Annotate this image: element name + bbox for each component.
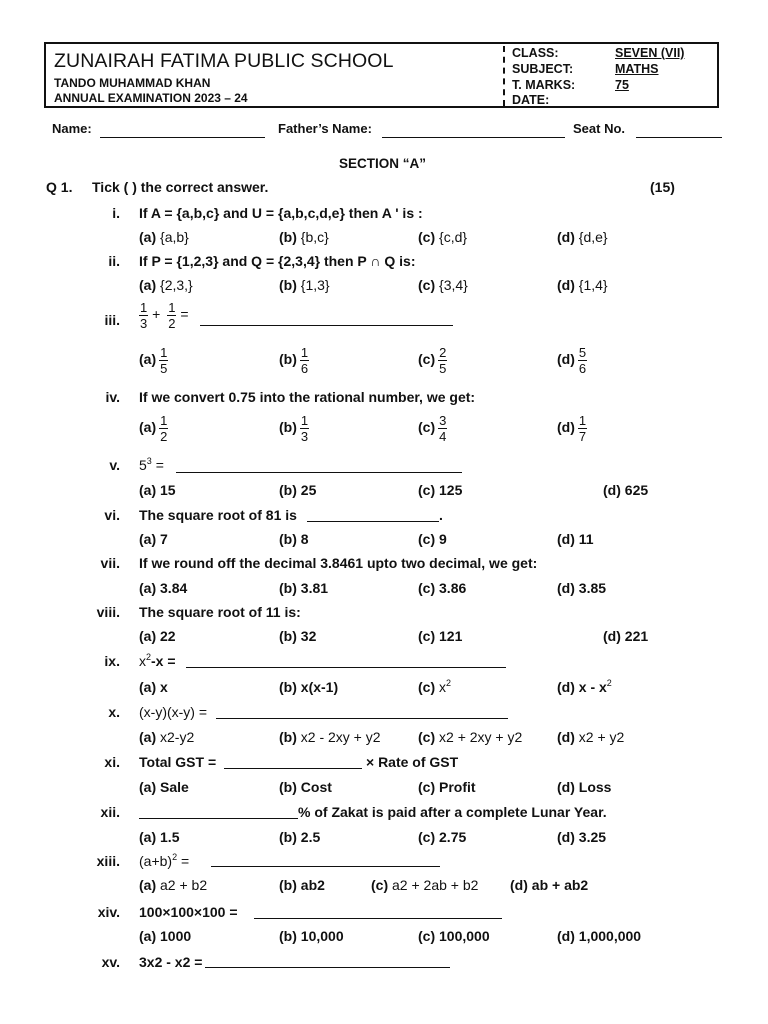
father-name-field[interactable]	[382, 137, 565, 138]
option-a[interactable]: (a) Sale	[139, 779, 189, 795]
option-b[interactable]: (b) $\frac{1}{3}$	[279, 413, 309, 444]
option-d[interactable]: (d) x - $x^2$	[557, 678, 612, 695]
answer-blank[interactable]	[176, 472, 462, 473]
option-a[interactable]: (a) 1000	[139, 928, 192, 944]
question-text-tail: × Rate of GST	[366, 754, 459, 770]
school-town: TANDO MUHAMMAD KHAN	[54, 76, 211, 90]
header-divider	[503, 46, 505, 106]
option-b[interactable]: (b) x(x-1)	[279, 679, 339, 695]
question-text: If A = {a,b,c} and U = {a,b,c,d,e} then A ' is :	[139, 205, 423, 221]
option-c[interactable]: (c) 121	[418, 628, 463, 644]
question-num: iii.	[104, 312, 120, 328]
option-b[interactable]: (b) 10,000	[279, 928, 344, 944]
question-num: xv.	[101, 954, 120, 970]
option-a[interactable]: (a) x	[139, 679, 168, 695]
option-d[interactable]: (d) 3.25	[557, 829, 607, 845]
question-num: viii.	[96, 604, 120, 620]
seat-no-field[interactable]	[636, 137, 722, 138]
option-c[interactable]: (c) {c,d}	[418, 229, 468, 245]
class-label: CLASS:	[512, 46, 559, 60]
answer-blank[interactable]	[139, 818, 298, 819]
option-d[interactable]: (d) 625	[603, 482, 649, 498]
class-value: SEVEN (VII)	[615, 46, 685, 60]
answer-blank[interactable]	[307, 521, 439, 522]
question-text: If P = {1,2,3} and Q = {2,3,4} then P ∩ Q is:	[139, 253, 416, 269]
option-c[interactable]: (c) $\frac{2}{5}$	[418, 345, 447, 376]
marks-label: T. MARKS:	[512, 78, 576, 92]
date-label: DATE:	[512, 93, 550, 107]
subject-value: MATHS	[615, 62, 659, 76]
option-c[interactable]: (c) {3,4}	[418, 277, 468, 293]
option-c[interactable]: (c) 9	[418, 531, 447, 547]
option-b[interactable]: (b) {1,3}	[279, 277, 330, 293]
question-num: iv.	[105, 389, 120, 405]
option-a[interactable]: (a) 7	[139, 531, 168, 547]
question-text: $x^2-x$ =	[139, 652, 176, 669]
instruction: Tick ( ) the correct answer.	[92, 179, 269, 195]
option-b[interactable]: (b) {b,c}	[279, 229, 329, 245]
option-b[interactable]: (b) $\frac{1}{6}$	[279, 345, 309, 376]
option-a[interactable]: (a) {a,b}	[139, 229, 189, 245]
question-text: $5^3$ =	[139, 456, 164, 473]
question-num: xiv.	[97, 904, 120, 920]
option-a[interactable]: (a) $\frac{1}{2}$	[139, 413, 168, 444]
question-text: 100×100×100 =	[139, 904, 238, 920]
option-d[interactable]: (d) 3.85	[557, 580, 607, 596]
question-text: If we round off the decimal 3.8461 upto two decimal, we get:	[139, 555, 538, 571]
question-text: Total GST =	[139, 754, 217, 770]
question-num: x.	[108, 704, 120, 720]
option-a[interactable]: (a) $\frac{1}{5}$	[139, 345, 168, 376]
option-d[interactable]: (d) {d,e}	[557, 229, 608, 245]
option-d[interactable]: (d) 11	[557, 531, 594, 547]
question-num: vi.	[104, 507, 120, 523]
answer-blank[interactable]	[211, 866, 440, 867]
option-a[interactable]: (a) {2,3,}	[139, 277, 193, 293]
option-d[interactable]: (d) x2 + y2	[557, 729, 625, 745]
question-num: ix.	[104, 653, 120, 669]
option-c[interactable]: (c) Profit	[418, 779, 476, 795]
subject-label: SUBJECT:	[512, 62, 574, 76]
question-number: Q 1.	[46, 179, 73, 195]
section-marks: (15)	[650, 179, 675, 195]
option-b[interactable]: (b) Cost	[279, 779, 332, 795]
question-num: xiii.	[96, 853, 120, 869]
option-c[interactable]: (c) $x^2$	[418, 678, 452, 695]
exam-title: ANNUAL EXAMINATION 2023 – 24	[54, 91, 248, 105]
answer-blank[interactable]	[200, 325, 453, 326]
question-text: The square root of 11 is:	[139, 604, 301, 620]
answer-blank[interactable]	[186, 667, 506, 668]
answer-blank[interactable]	[205, 967, 450, 968]
option-a[interactable]: (a) 15	[139, 482, 176, 498]
name-label: Name:	[52, 121, 92, 136]
question-num: v.	[109, 457, 120, 473]
question-num: xii.	[100, 804, 120, 820]
school-name: ZUNAIRAH FATIMA PUBLIC SCHOOL	[54, 50, 394, 72]
section-title: SECTION “A”	[339, 156, 427, 171]
question-text: $\frac{1}{3}$ + $\frac{1}{2}$ =	[140, 300, 189, 331]
option-a[interactable]: (a) 3.84	[139, 580, 188, 596]
option-a[interactable]: (a) x2-y2	[139, 729, 195, 745]
option-d[interactable]: (d) 1,000,000	[557, 928, 642, 944]
option-d[interactable]: (d) Loss	[557, 779, 612, 795]
marks-value: 75	[615, 78, 629, 92]
answer-blank[interactable]	[224, 768, 362, 769]
answer-blank[interactable]	[216, 718, 508, 719]
option-b[interactable]: (b) 25	[279, 482, 317, 498]
question-text: The square root of 81 is	[139, 507, 297, 523]
question-num: vii.	[100, 555, 120, 571]
option-d[interactable]: (d) {1,4}	[557, 277, 608, 293]
option-c[interactable]: (c) $\frac{3}{4}$	[418, 413, 447, 444]
option-d[interactable]: (d) ab + ab2	[510, 877, 589, 893]
option-b[interactable]: (b) ab2	[279, 877, 325, 893]
question-text: If we convert 0.75 into the rational number, we get:	[139, 389, 476, 405]
question-num: xi.	[104, 754, 120, 770]
answer-blank[interactable]	[254, 918, 502, 919]
question-text: % of Zakat is paid after a complete Lunar Year.	[298, 804, 607, 820]
option-b[interactable]: (b) 8	[279, 531, 309, 547]
question-text: 3x2 - x2 =	[139, 954, 203, 970]
option-d[interactable]: (d) 221	[603, 628, 649, 644]
option-a[interactable]: (a) 1.5	[139, 829, 180, 845]
option-a[interactable]: (a) a2 + b2	[139, 877, 208, 893]
option-b[interactable]: (b) 3.81	[279, 580, 329, 596]
header-box	[44, 42, 719, 108]
question-text-tail: .	[439, 507, 443, 523]
option-b[interactable]: (b) 32	[279, 628, 317, 644]
option-c[interactable]: (c) 3.86	[418, 580, 467, 596]
question-num: ii.	[108, 253, 120, 269]
option-c[interactable]: (c) 100,000	[418, 928, 490, 944]
question-text: (x-y)(x-y) =	[139, 704, 208, 720]
option-c[interactable]: (c) 2.75	[418, 829, 467, 845]
name-field[interactable]	[100, 137, 265, 138]
father-name-label: Father’s Name:	[278, 121, 372, 136]
option-d[interactable]: (d) $\frac{1}{7}$	[557, 413, 587, 444]
option-d[interactable]: (d) $\frac{5}{6}$	[557, 345, 587, 376]
seat-no-label: Seat No.	[573, 121, 626, 136]
question-text: $(a+b)^2$ =	[139, 852, 190, 869]
option-c[interactable]: (c) a2 + 2ab + b2	[371, 877, 479, 893]
option-a[interactable]: (a) 22	[139, 628, 176, 644]
option-c[interactable]: (c) x2 + 2xy + y2	[418, 729, 523, 745]
option-b[interactable]: (b) 2.5	[279, 829, 321, 845]
question-num: i.	[112, 205, 120, 221]
option-c[interactable]: (c) 125	[418, 482, 463, 498]
option-b[interactable]: (b) x2 - 2xy + y2	[279, 729, 381, 745]
